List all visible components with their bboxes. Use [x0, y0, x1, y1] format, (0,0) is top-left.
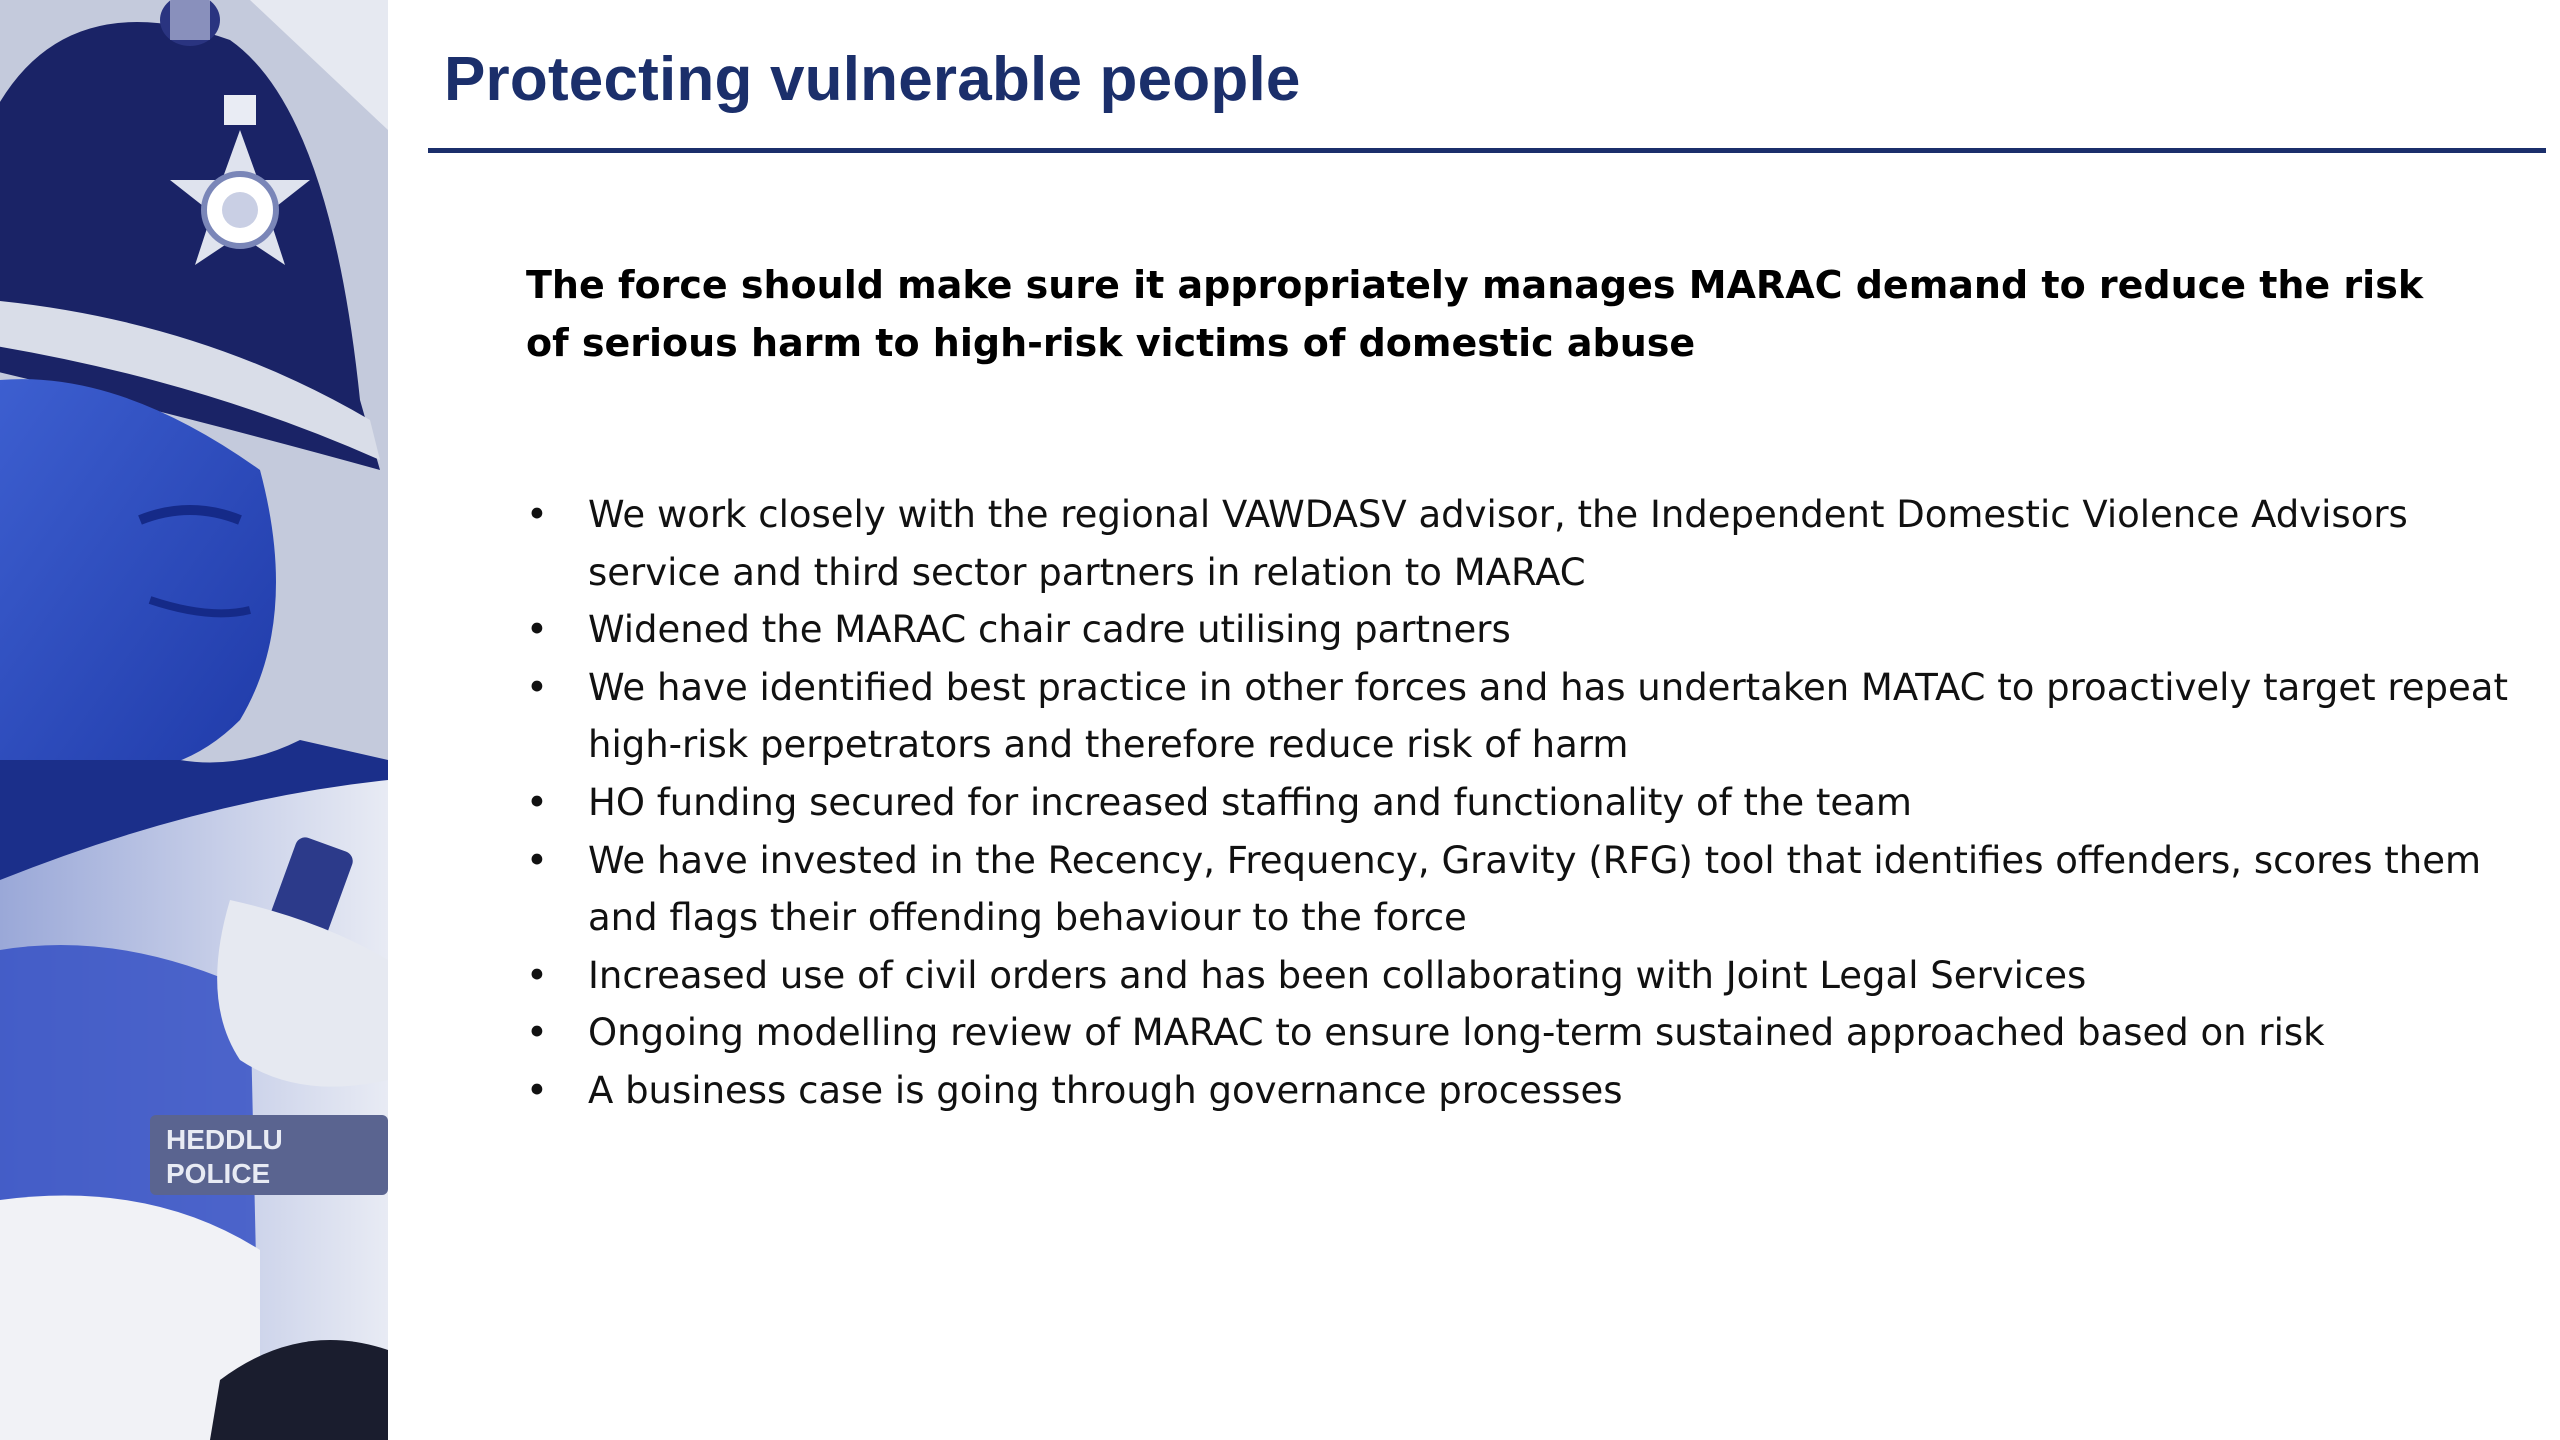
slide-title: Protecting vulnerable people [444, 45, 1301, 114]
bullet-icon: • [526, 838, 548, 882]
list-item [526, 1062, 2516, 1120]
bullet-icon: • [526, 1011, 548, 1055]
bullet-icon: • [526, 608, 548, 652]
list-item-text: Increased use of civil orders and has been collaborating with Joint Legal Services [588, 953, 2087, 997]
list-item-text: HO funding secured for increased staffing and functionality of the team [588, 780, 1912, 824]
bullet-icon: • [526, 780, 548, 824]
actions-bullet-list [526, 486, 2516, 1120]
list-item [526, 486, 2516, 601]
list-item [526, 1004, 2516, 1062]
list-item-text: We work closely with the regional VAWDASV advisor, the Independent Domestic Violence Advisors service and third sector partners in relation to MARAC [588, 493, 2408, 594]
bullet-icon: • [526, 1068, 548, 1112]
list-item-text: Ongoing modelling review of MARAC to ensure long-term sustained approached based on risk [588, 1011, 2325, 1055]
list-item-text: We have identified best practice in other forces and has undertaken MATAC to proactively target repeat high-risk perpetrators and therefore reduce risk of harm [588, 665, 2508, 767]
recommendation-text: The force should make sure it appropriately manages MARAC demand to reduce the risk of serious harm to high-risk victims of domestic abuse [526, 263, 2424, 365]
bullet-icon: • [526, 953, 548, 997]
list-item [526, 774, 2516, 832]
list-item-text: We have invested in the Recency, Frequency, Gravity (RFG) tool that identifies offenders, scores them and flags their offending behaviour to the force [588, 838, 2482, 940]
svg-text:HEDDLU: HEDDLU [166, 1124, 283, 1155]
bullet-icon: • [526, 493, 548, 536]
list-item [526, 659, 2516, 774]
title-divider [428, 148, 2546, 153]
list-item-text: Widened the MARAC chair cadre utilising partners [588, 608, 1511, 652]
list-item-text: A business case is going through governance processes [588, 1068, 1623, 1112]
bullet-icon: • [526, 665, 548, 709]
list-item [526, 601, 2516, 659]
svg-text:POLICE: POLICE [166, 1158, 271, 1189]
heddlu-police-patch [150, 1115, 388, 1195]
police-officer-photo [0, 0, 388, 1440]
list-item [526, 832, 2516, 947]
list-item [526, 947, 2516, 1005]
